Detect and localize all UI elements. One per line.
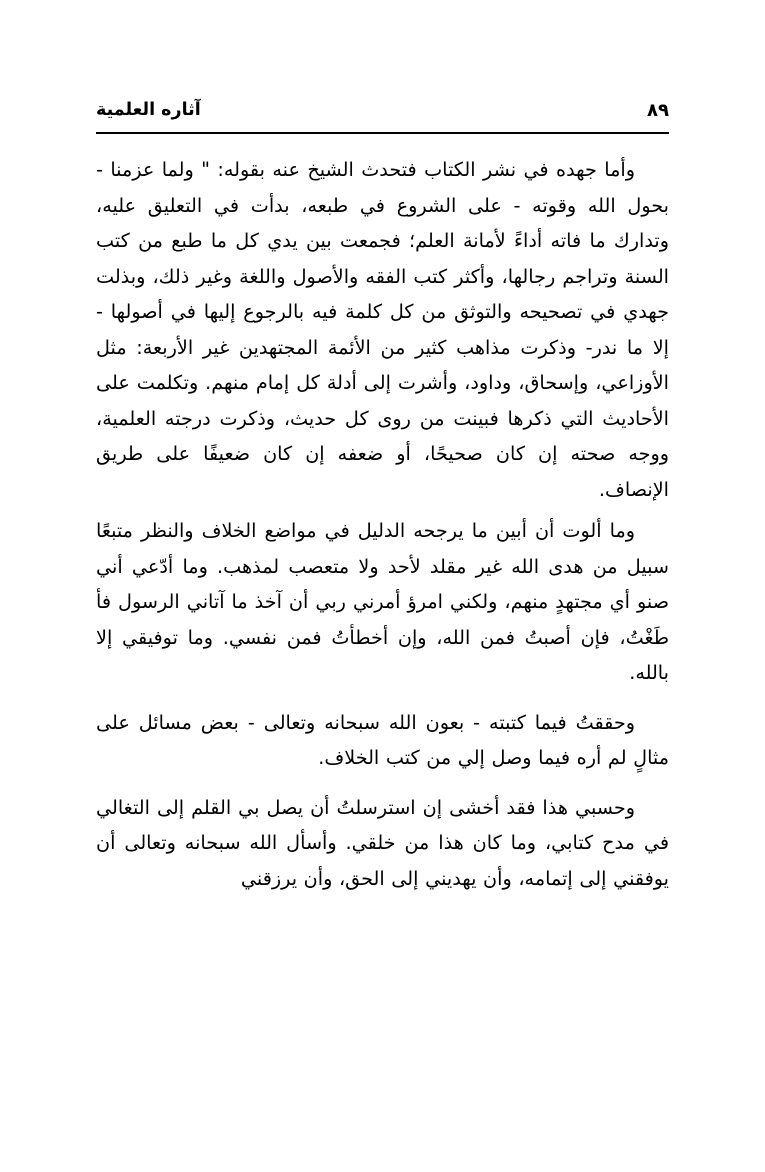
page-number: ٨٩ [647,99,669,121]
paragraph: وحققتُ فيما كتبته - بعون الله سبحانه وتعالى - بعض مسائل على مثالٍ لم أره فيما وصل إلي من كتب الخلاف. [96,710,669,769]
page-header [96,88,669,132]
paragraph: وما ألوت أن أبين ما يرجحه الدليل في مواضع الخلاف والنظر متبعًا سبيل من هدى الله غير مقلد لأحد ولا متعصب لمذهب. وما أدّعي أني صنو أي مجتهدٍ منهم، ولكني امرؤ أمرني ربي أن آخذ ما آتاني الرسول فأ طَغْتُ، فإن أصبتُ فمن الله، وإن أخطأتُ فمن نفسي. وما توفيقي إلا بالله. [96,519,669,684]
paragraph: وأما جهده في نشر الكتاب فتحدث الشيخ عنه بقوله: " ولما عزمنا - بحول الله وقوته - على الشروع في طبعه، بدأت في التعليق عليه، وتدارك ما فاته أداءً لأمانة العلم؛ فجمعت بين يدي كل ما طبع من كتب السنة وتراجم رجالها، وأكثر كتب الفقه والأصول واللغة وغير ذلك، وبذلت جهدي في تصحيحه والتوثق من كل كلمة فيه بالرجوع إليها في أصولها - إلا ما ندر- وذكرت مذاهب كثير من الأئمة المجتهدين غير الأربعة: مثل الأوزاعي، وإسحاق، وداود، وأشرت إلى أدلة كل إمام منهم. وتكلمت على الأحاديث التي ذكرها فبينت من روى كل حديث، وذكرت درجته العلمية، ووجه صحته إن كان صحيحًا، أو ضعفه إن كان ضعيفًا على طريق الإنصاف. [96,158,669,501]
running-head: آثاره العلمية [96,100,201,120]
paragraph: وحسبي هذا فقد أخشى إن استرسلتُ أن يصل بي القلم إلى التغالي في مدح كتابي، وما كان هذا من خلقي. وأسأل الله سبحانه وتعالى أن يوفقني إلى إتمامه، وأن يهديني إلى الحق، وأن يرزقني [96,795,669,890]
body-text [96,152,669,902]
header-divider [96,132,669,134]
